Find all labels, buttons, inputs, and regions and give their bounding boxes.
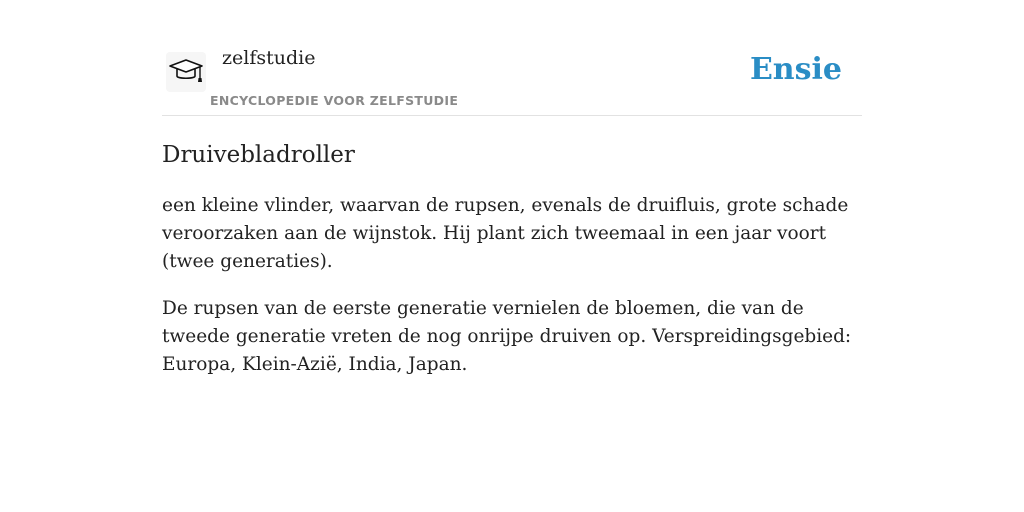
site-name[interactable]: zelfstudie (222, 47, 316, 69)
graduation-cap-icon[interactable] (166, 52, 206, 92)
article-paragraph: De rupsen van de eerste generatie vernielen de bloemen, die van de tweede generatie vreten de nog onrijpe druiven op. Verspreidingsgebied: Europa, Klein-Azië, India, Japan. (162, 298, 852, 375)
article-title: Druivebladroller (162, 142, 355, 168)
site-header (162, 0, 862, 116)
article-paragraph: een kleine vlinder, waarvan de rupsen, evenals de druifluis, grote schade veroorzaken aan de wijnstok. Hij plant zich tweemaal in een jaar voort (twee generaties). (162, 195, 849, 272)
site-tagline: ENCYCLOPEDIE VOOR ZELFSTUDIE (210, 93, 459, 108)
brand-logo-link[interactable]: Ensie (749, 52, 842, 87)
page-container (162, 0, 862, 375)
article-body (162, 192, 862, 398)
